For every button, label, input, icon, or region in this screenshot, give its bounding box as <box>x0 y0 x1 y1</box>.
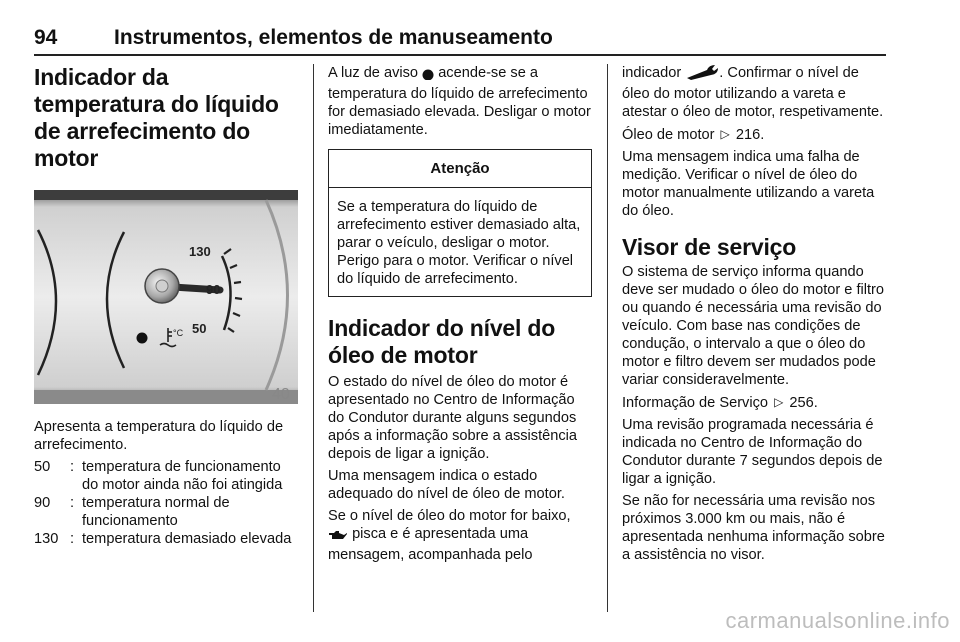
oil-level-paragraph-2: Uma mensagem indica o estado adequado do nível de óleo de motor. <box>328 468 565 502</box>
gauge-label-90: 90 <box>206 282 221 297</box>
coolant-gauge-figure <box>34 190 298 404</box>
text-run: A luz de aviso <box>328 65 419 81</box>
gauge-label-50: 50 <box>192 321 207 336</box>
definition-description: temperatura de funcionamento do motor ainda não foi atingida <box>82 459 283 493</box>
column-divider <box>607 64 608 612</box>
definition-term: 50 <box>34 459 51 475</box>
section-heading-service-display: Visor de serviço <box>622 234 797 260</box>
column-divider <box>313 64 314 612</box>
definition-description: temperatura normal de funcionamento <box>82 495 230 529</box>
coolant-definition-list <box>34 458 298 548</box>
service-paragraph-3: Se não for necessária uma revisão nos próximos 3.000 km ou mais, não é apresentada nenhuma informação sobre a assistência no visor. <box>622 493 885 563</box>
page-reference: 216. <box>735 127 765 143</box>
coolant-intro: Apresenta a temperatura do líquido de arrefecimento. <box>34 419 284 453</box>
section-heading-coolant: Indicador da temperatura do líquido de arrefecimento do motor <box>34 64 279 171</box>
gauge-label-130: 130 <box>189 244 211 259</box>
wrench-icon <box>685 64 719 85</box>
column-1 <box>34 64 298 548</box>
page-reference-arrow-icon: ▷ <box>720 127 730 141</box>
page-header <box>34 26 886 56</box>
column-2 <box>328 64 592 568</box>
warning-title: Atenção <box>329 150 591 188</box>
oil-can-icon <box>328 528 348 546</box>
definition-row <box>34 494 298 530</box>
text-run: indicador <box>622 65 682 81</box>
definition-term: 90 <box>34 495 51 511</box>
definition-term: 130 <box>34 531 59 547</box>
engine-oil-reference <box>622 125 886 144</box>
oil-indicator-paragraph <box>622 64 886 121</box>
warning-body: Se a temperatura do líquido de arrefecimento estiver demasiado alta, parar o veículo, desligar o motor. Perigo para o motor. Verificar o nível do líquido de arrefecimento. <box>337 199 581 287</box>
running-title: Instrumentos, elementos de manuseamento <box>114 26 553 49</box>
watermark: carmanualsonline.info <box>725 608 950 633</box>
definition-description: temperatura demasiado elevada <box>82 531 292 547</box>
definition-row <box>34 458 298 494</box>
text-run: Óleo de motor <box>622 127 715 143</box>
gauge-unit: °C <box>173 328 184 338</box>
coolant-warning-paragraph <box>328 64 592 139</box>
warning-dot-icon <box>137 333 148 344</box>
text-run: . Confirmar o nível de óleo do motor utilizando a vareta e atestar o óleo de motor, respetivamente. <box>622 65 884 120</box>
section-heading-oil-level: Indicador do nível do óleo de motor <box>328 315 556 368</box>
text-run: pisca e é apresentada uma mensagem, acompanhada pelo <box>328 526 533 563</box>
warning-dot-icon <box>422 67 434 85</box>
oil-level-paragraph-1: O estado do nível de óleo do motor é apresentado no Centro de Informação do Condutor durante alguns segundos após a informação sobre a assistência depois de ligar a ignição. <box>328 374 578 462</box>
definition-separator: : <box>70 531 75 547</box>
page-reference-arrow-icon: ▷ <box>774 395 784 409</box>
column-3 <box>622 64 886 568</box>
measurement-fault-paragraph: Uma mensagem indica uma falha de medição. Verificar o nível de óleo do motor manualmente utilizando a vareta do óleo. <box>622 149 875 219</box>
definition-separator: : <box>70 459 75 475</box>
service-info-reference <box>622 393 886 412</box>
coolant-gauge-image <box>34 190 298 404</box>
oil-level-paragraph-3 <box>328 507 592 564</box>
text-run: Se o nível de óleo do motor for baixo, <box>328 508 571 524</box>
text-run: acende-se se a temperatura do líquido de arrefecimento for demasiado elevada. Desligar o motor imediatamente. <box>328 65 591 138</box>
definition-row <box>34 530 298 548</box>
page-reference: 256. <box>789 395 818 411</box>
service-paragraph-2: Uma revisão programada necessária é indicada no Centro de Informação do Condutor durante 7 segundos depois de ligar a ignição. <box>622 417 883 487</box>
gauge-corner-label: 40 <box>272 386 290 403</box>
page-number: 94 <box>34 26 58 49</box>
warning-box <box>328 149 592 297</box>
service-paragraph-1: O sistema de serviço informa quando deve ser mudado o óleo do motor e filtro ou quando é necessária uma revisão do veículo. Com base nas condições de condução, o intervalo a que o óleo do motor e filtro devem ser mudados pode variar consideravelmente. <box>622 264 885 388</box>
text-run: Informação de Serviço <box>622 395 769 411</box>
definition-separator: : <box>70 495 75 511</box>
